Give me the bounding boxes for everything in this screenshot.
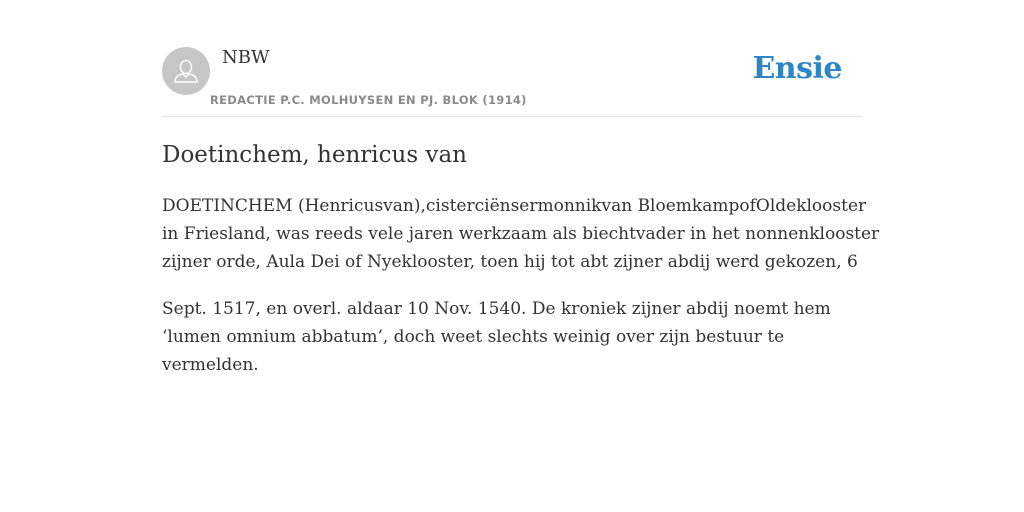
paragraph-line: vermelden.	[162, 355, 259, 375]
source-header	[162, 46, 862, 117]
paragraph-line: Sept. 1517, en overl. aldaar 10 Nov. 1540. De kroniek zijner abdij noemt hem	[162, 299, 831, 319]
article-paragraph	[162, 295, 862, 379]
paragraph-line: in Friesland, was reeds vele jaren werkzaam als biechtvader in het nonnenklooster	[162, 224, 880, 244]
source-name[interactable]: NBW	[222, 47, 270, 68]
article-paragraph	[162, 192, 880, 276]
brand-logo[interactable]: Ensie	[752, 51, 842, 86]
source-subtitle: REDACTIE P.C. MOLHUYSEN EN PJ. BLOK (1914)	[210, 93, 527, 107]
paragraph-line: zijner orde, Aula Dei of Nyeklooster, toen hij tot abt zijner abdij werd gekozen, 6	[162, 252, 858, 272]
article-title: Doetinchem, henricus van	[162, 142, 467, 168]
paragraph-line: ‘lumen omnium abbatum’, doch weet slechts weinig over zijn bestuur te	[162, 327, 785, 347]
user-icon	[162, 47, 210, 95]
paragraph-line: DOETINCHEM (Henricusvan),cisterciënsermonnikvan BloemkampofOldeklooster	[162, 196, 867, 216]
avatar	[162, 47, 210, 95]
